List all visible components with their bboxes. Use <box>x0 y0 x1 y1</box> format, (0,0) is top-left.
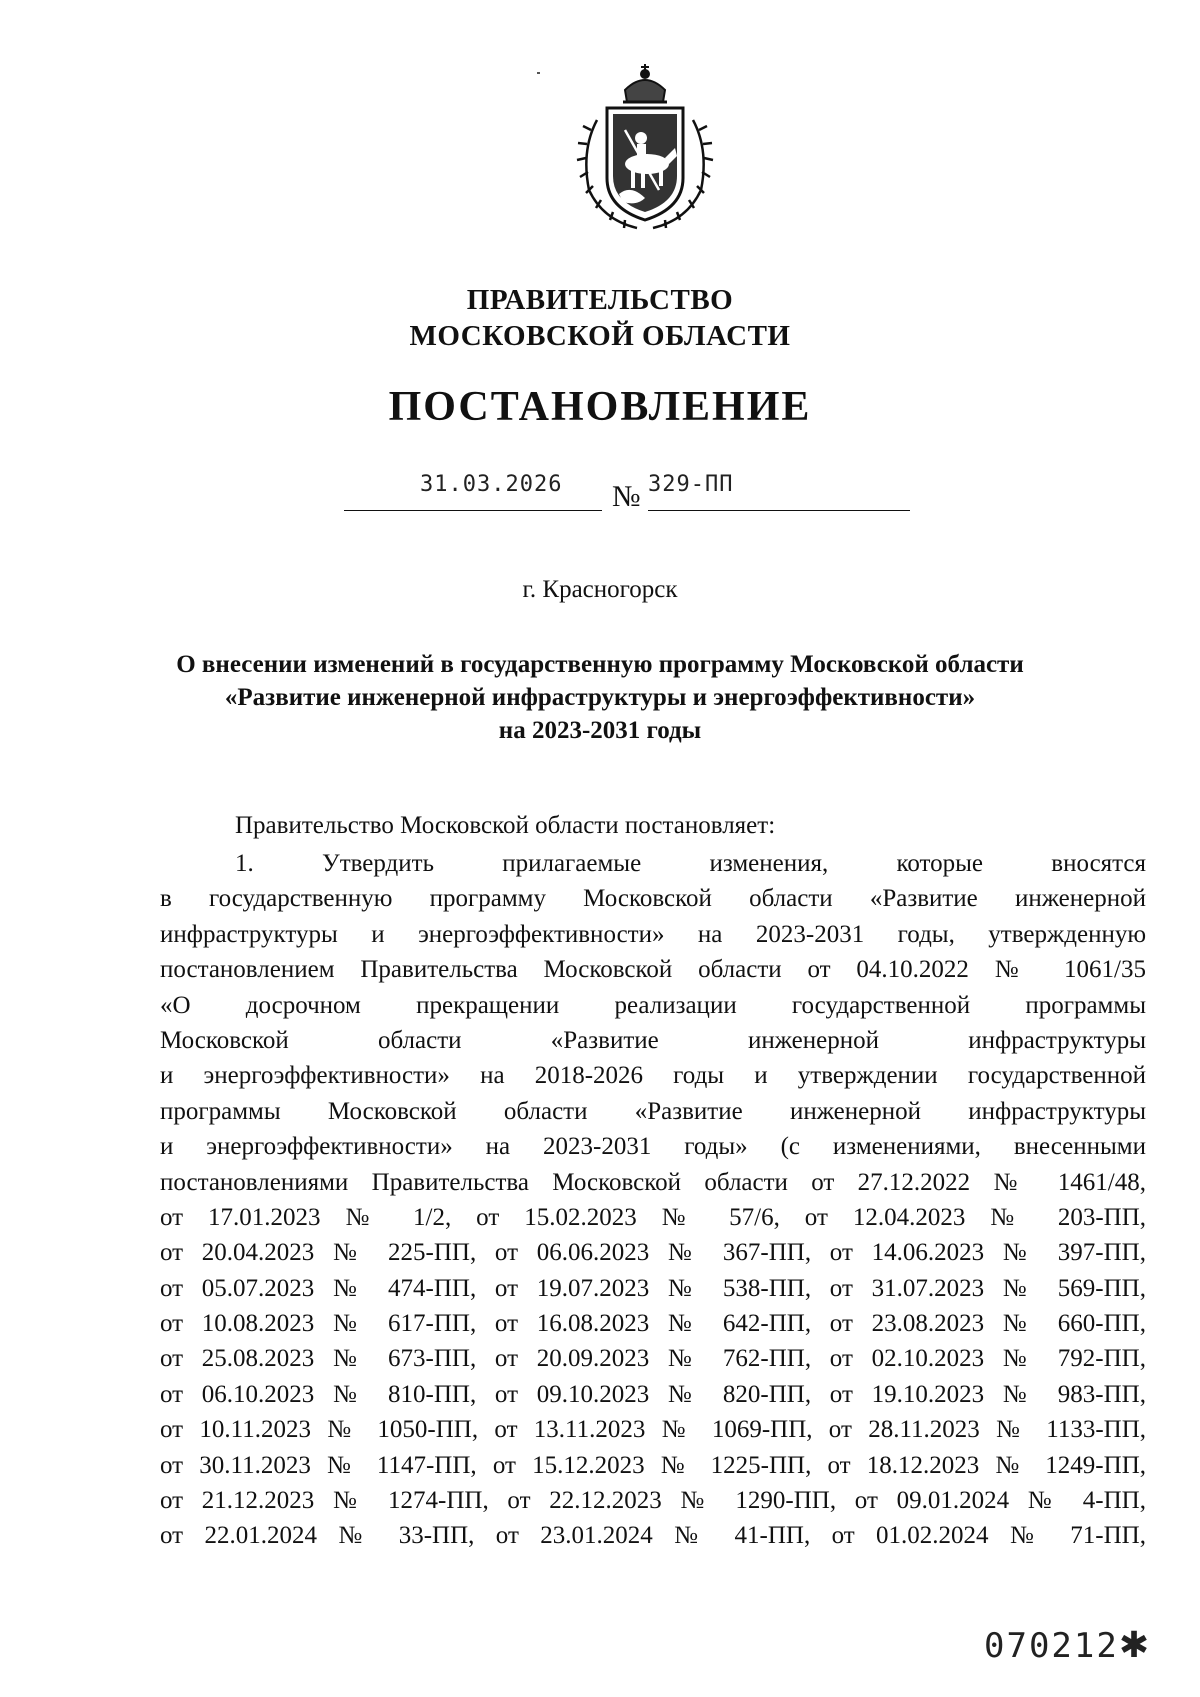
issuer-line-1: ПРАВИТЕЛЬСТВО <box>466 284 734 316</box>
number-underline <box>648 510 910 511</box>
body-line: от 05.07.2023 № 474-ПП, от 19.07.2023 № 538-ПП, от 31.07.2023 № 569-ПП, <box>160 1274 1146 1302</box>
body-text <box>160 846 1146 1554</box>
body-line: от 06.10.2023 № 810-ПП, от 09.10.2023 № 820-ПП, от 19.10.2023 № 983-ПП, <box>160 1380 1146 1408</box>
title-line-1: О внесении изменений в государственную программу Московской области <box>176 651 1024 678</box>
title-line-3: на 2023-2031 годы <box>498 717 702 744</box>
coat-of-arms-icon <box>567 60 723 236</box>
registration-number: 329-ПП <box>648 472 734 497</box>
body-line: и энергоэффективности» на 2023-2031 годы» (с изменениями, внесенными <box>160 1133 1146 1161</box>
body-line: постановлением Правительства Московской области от 04.10.2022 № 1061/35 <box>160 956 1146 984</box>
body-line: постановлениями Правительства Московской области от 27.12.2022 № 1461/48, <box>160 1168 1146 1196</box>
number-sign: № <box>612 480 641 513</box>
body-line: от 22.01.2024 № 33-ПП, от 23.01.2024 № 41-ПП, от 01.02.2024 № 71-ПП, <box>160 1522 1146 1550</box>
body-line: от 17.01.2023 № 1/2, от 15.02.2023 № 57/6, от 12.04.2023 № 203-ПП, <box>160 1203 1146 1231</box>
document-type: ПОСТАНОВЛЕНИЕ <box>388 384 812 430</box>
body-line: 1. Утвердить прилагаемые изменения, которые вносятся <box>235 850 1146 877</box>
body-line: от 30.11.2023 № 1147-ПП, от 15.12.2023 № 1225-ПП, от 18.12.2023 № 1249-ПП, <box>160 1451 1146 1479</box>
body-line: в государственную программу Московской области «Развитие инженерной <box>160 885 1146 913</box>
body-line: от 10.11.2023 № 1050-ПП, от 13.11.2023 № 1069-ПП, от 28.11.2023 № 1133-ПП, <box>160 1416 1146 1444</box>
issuer-line-2: МОСКОВСКОЙ ОБЛАСТИ <box>409 320 791 352</box>
body-line: инфраструктуры и энергоэффективности» на 2023-2031 годы, утвержденную <box>160 920 1146 948</box>
date-underline <box>344 510 602 511</box>
preamble: Правительство Московской области постановляет: <box>235 812 776 839</box>
body-line: «О досрочном прекращении реализации государственной программы <box>160 991 1146 1019</box>
document-title <box>100 648 1100 747</box>
title-line-2: «Развитие инженерной инфраструктуры и энергоэффективности» <box>224 684 976 711</box>
place-of-issue: г. Красногорск <box>522 576 678 603</box>
issuer-name <box>0 282 1200 354</box>
body-line: программы Московской области «Развитие инженерной инфраструктуры <box>160 1097 1146 1125</box>
asterisk-icon: ✱ <box>1118 1625 1151 1666</box>
body-line: от 20.04.2023 № 225-ПП, от 06.06.2023 № 367-ПП, от 14.06.2023 № 397-ПП, <box>160 1239 1146 1267</box>
body-line: Московской области «Развитие инженерной инфраструктуры <box>160 1026 1146 1054</box>
body-line: от 10.08.2023 № 617-ПП, от 16.08.2023 № 642-ПП, от 23.08.2023 № 660-ПП, <box>160 1310 1146 1338</box>
body-line: и энергоэффективности» на 2018-2026 годы и утверждении государственной <box>160 1062 1146 1090</box>
serial-stamp <box>984 1625 1151 1666</box>
registration-date: 31.03.2026 <box>420 472 563 497</box>
scan-speck <box>537 72 540 74</box>
body-line: от 21.12.2023 № 1274-ПП, от 22.12.2023 № 1290-ПП, от 09.01.2024 № 4-ПП, <box>160 1487 1146 1515</box>
stamp-number: 070212 <box>984 1626 1119 1666</box>
body-line: от 25.08.2023 № 673-ПП, от 20.09.2023 № 762-ПП, от 02.10.2023 № 792-ПП, <box>160 1345 1146 1373</box>
